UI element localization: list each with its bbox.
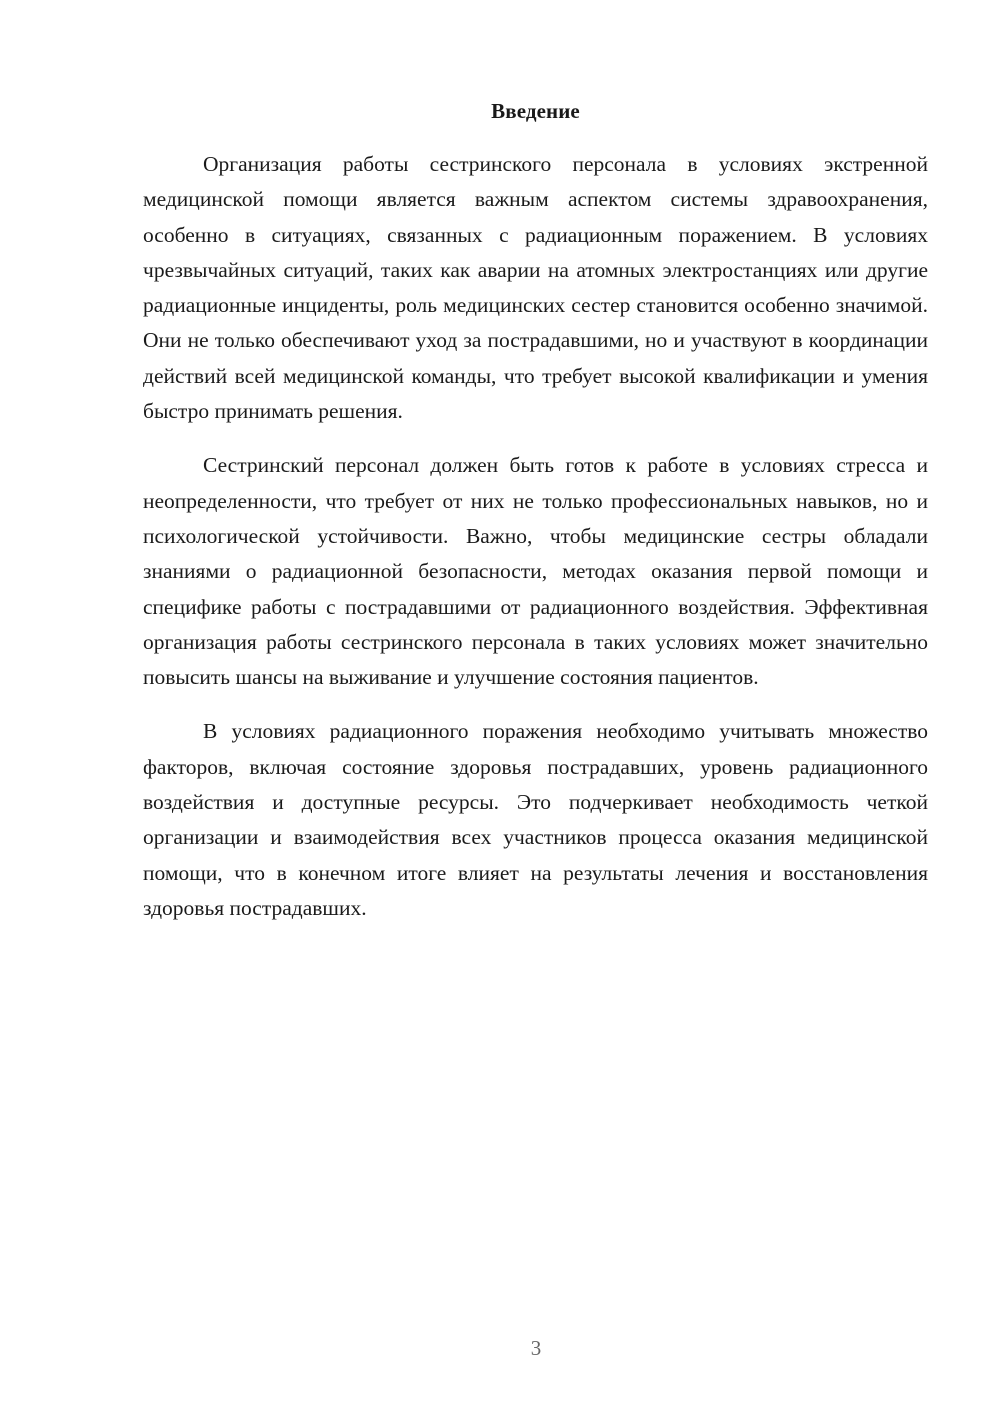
paragraph-1: Организация работы сестринского персонала в условиях экстренной медицинской помощи является важным аспектом системы здравоохранения, особенно в ситуациях, связанных с радиационным поражением. В условиях чрезвычайных ситуаций, таких как аварии на атомных электростанциях или другие радиационные инциденты, роль медицинских сестер становится особенно значимой. Они не только обеспечивают уход за пострадавшими, но и участвуют в координации действий всей медицинской команды, что требует высокой квалификации и умения быстро принимать решения.: [143, 152, 928, 424]
paragraph-2: Сестринский персонал должен быть готов к работе в условиях стресса и неопределенности, что требует от них не только профессиональных навыков, но и психологической устойчивости. Важно, чтобы медицинские сестры обладали знаниями о радиационной безопасности, методах оказания первой помощи и специфике работы с пострадавшими от радиационного воздействия. Эффективная организация работы сестринского персонала в таких условиях может значительно повысить шансы на выживание и улучшение состояния пациентов.: [143, 453, 928, 690]
page-content: [143, 97, 928, 945]
page-number: 3: [530, 1336, 542, 1360]
paragraph-3: В условиях радиационного поражения необходимо учитывать множество факторов, включая состояние здоровья пострадавших, уровень радиационного воздействия и доступные ресурсы. Это подчеркивает необходимость четкой организации и взаимодействия всех участников процесса оказания медицинской помощи, что в конечном итоге влияет на результаты лечения и восстановления здоровья пострадавших.: [143, 719, 928, 920]
section-title: Введение: [491, 99, 580, 123]
